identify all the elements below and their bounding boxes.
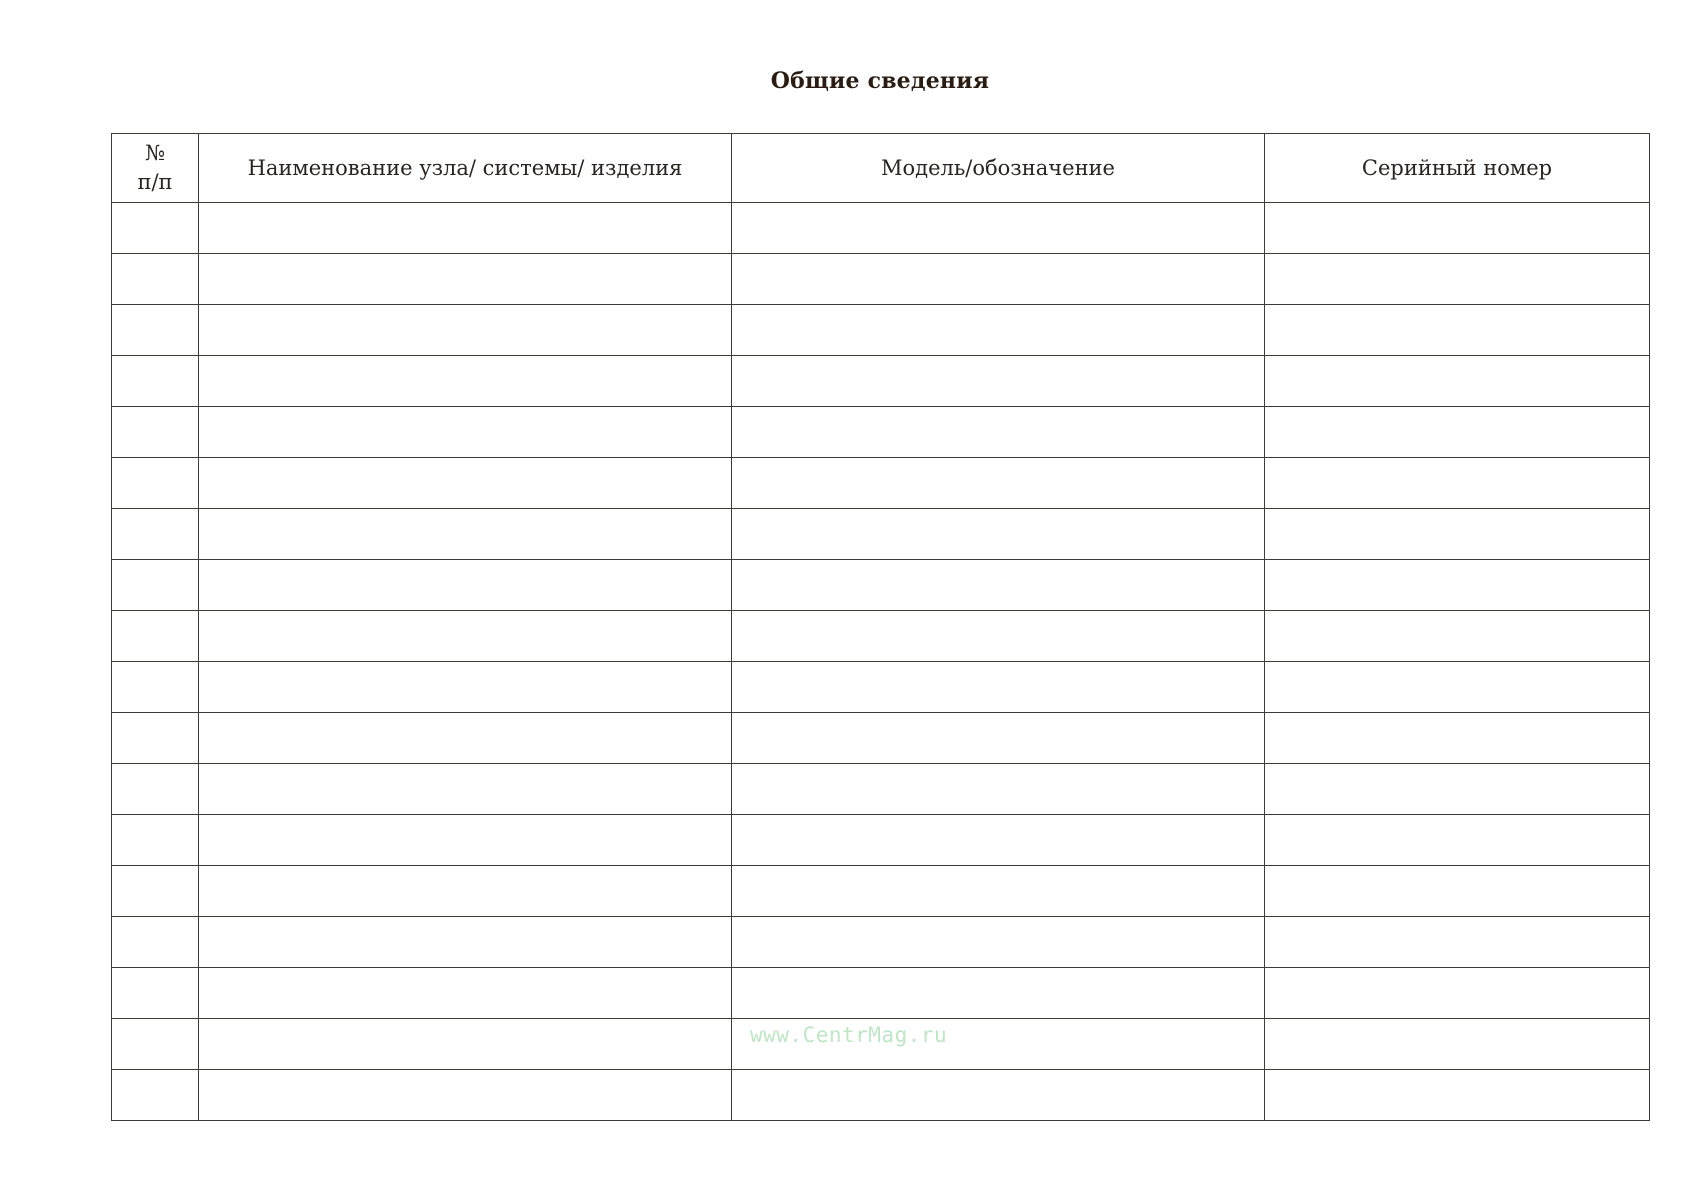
table-row — [112, 560, 1650, 611]
table-row — [112, 713, 1650, 764]
cell-number[interactable] — [112, 1070, 199, 1121]
cell-name[interactable] — [199, 305, 732, 356]
table-row — [112, 866, 1650, 917]
cell-name[interactable] — [199, 866, 732, 917]
cell-serial[interactable] — [1265, 254, 1650, 305]
watermark: www.CentrMag.ru — [750, 1023, 948, 1047]
cell-serial[interactable] — [1265, 917, 1650, 968]
cell-number[interactable] — [112, 917, 199, 968]
cell-name[interactable] — [199, 203, 732, 254]
column-header-model: Модель/обозначение — [732, 134, 1265, 203]
cell-model[interactable] — [732, 356, 1265, 407]
cell-serial[interactable] — [1265, 356, 1650, 407]
cell-number[interactable] — [112, 713, 199, 764]
cell-serial[interactable] — [1265, 1019, 1650, 1070]
cell-number[interactable] — [112, 203, 199, 254]
cell-serial[interactable] — [1265, 1070, 1650, 1121]
table-row — [112, 1070, 1650, 1121]
cell-model[interactable] — [732, 662, 1265, 713]
cell-model[interactable] — [732, 407, 1265, 458]
cell-model[interactable] — [732, 1070, 1265, 1121]
table-row — [112, 203, 1650, 254]
cell-model[interactable] — [732, 815, 1265, 866]
cell-number[interactable] — [112, 305, 199, 356]
cell-number[interactable] — [112, 815, 199, 866]
cell-number[interactable] — [112, 611, 199, 662]
general-info-table — [111, 133, 1650, 1121]
cell-model[interactable] — [732, 560, 1265, 611]
cell-number[interactable] — [112, 662, 199, 713]
cell-model[interactable] — [732, 713, 1265, 764]
cell-serial[interactable] — [1265, 305, 1650, 356]
cell-serial[interactable] — [1265, 458, 1650, 509]
column-header-number-line2: п/п — [137, 170, 173, 194]
cell-name[interactable] — [199, 1019, 732, 1070]
cell-name[interactable] — [199, 662, 732, 713]
cell-number[interactable] — [112, 458, 199, 509]
table-row — [112, 917, 1650, 968]
cell-model[interactable] — [732, 968, 1265, 1019]
cell-model[interactable] — [732, 305, 1265, 356]
cell-number[interactable] — [112, 254, 199, 305]
table-row — [112, 458, 1650, 509]
cell-number[interactable] — [112, 1019, 199, 1070]
cell-number[interactable] — [112, 509, 199, 560]
cell-name[interactable] — [199, 764, 732, 815]
table-row — [112, 407, 1650, 458]
cell-serial[interactable] — [1265, 866, 1650, 917]
cell-serial[interactable] — [1265, 764, 1650, 815]
cell-number[interactable] — [112, 560, 199, 611]
cell-number[interactable] — [112, 764, 199, 815]
table-header-row — [112, 134, 1650, 203]
table-row — [112, 254, 1650, 305]
table-row — [112, 662, 1650, 713]
cell-model[interactable] — [732, 203, 1265, 254]
cell-name[interactable] — [199, 1070, 732, 1121]
table-row — [112, 305, 1650, 356]
cell-serial[interactable] — [1265, 713, 1650, 764]
table-row — [112, 968, 1650, 1019]
cell-serial[interactable] — [1265, 815, 1650, 866]
column-header-name: Наименование узла/ системы/ изделия — [199, 134, 732, 203]
cell-name[interactable] — [199, 407, 732, 458]
cell-model[interactable] — [732, 458, 1265, 509]
cell-name[interactable] — [199, 254, 732, 305]
cell-serial[interactable] — [1265, 611, 1650, 662]
cell-model[interactable] — [732, 254, 1265, 305]
cell-serial[interactable] — [1265, 968, 1650, 1019]
column-header-number — [112, 134, 199, 203]
cell-name[interactable] — [199, 815, 732, 866]
cell-model[interactable] — [732, 509, 1265, 560]
cell-name[interactable] — [199, 611, 732, 662]
cell-name[interactable] — [199, 968, 732, 1019]
cell-serial[interactable] — [1265, 662, 1650, 713]
table-row — [112, 764, 1650, 815]
cell-serial[interactable] — [1265, 203, 1650, 254]
cell-serial[interactable] — [1265, 560, 1650, 611]
cell-serial[interactable] — [1265, 407, 1650, 458]
table-body — [112, 203, 1650, 1121]
cell-name[interactable] — [199, 356, 732, 407]
column-header-number-line1: № — [145, 141, 165, 165]
cell-number[interactable] — [112, 866, 199, 917]
cell-number[interactable] — [112, 968, 199, 1019]
cell-model[interactable] — [732, 611, 1265, 662]
cell-name[interactable] — [199, 713, 732, 764]
cell-number[interactable] — [112, 407, 199, 458]
cell-name[interactable] — [199, 560, 732, 611]
cell-model[interactable] — [732, 917, 1265, 968]
cell-name[interactable] — [199, 509, 732, 560]
table-row — [112, 509, 1650, 560]
cell-name[interactable] — [199, 458, 732, 509]
cell-serial[interactable] — [1265, 509, 1650, 560]
table-row — [112, 611, 1650, 662]
page-title: Общие сведения — [770, 68, 990, 94]
cell-number[interactable] — [112, 356, 199, 407]
column-header-serial: Серийный номер — [1265, 134, 1650, 203]
cell-model[interactable] — [732, 764, 1265, 815]
table-row — [112, 356, 1650, 407]
cell-name[interactable] — [199, 917, 732, 968]
cell-model[interactable] — [732, 866, 1265, 917]
table-row — [112, 815, 1650, 866]
